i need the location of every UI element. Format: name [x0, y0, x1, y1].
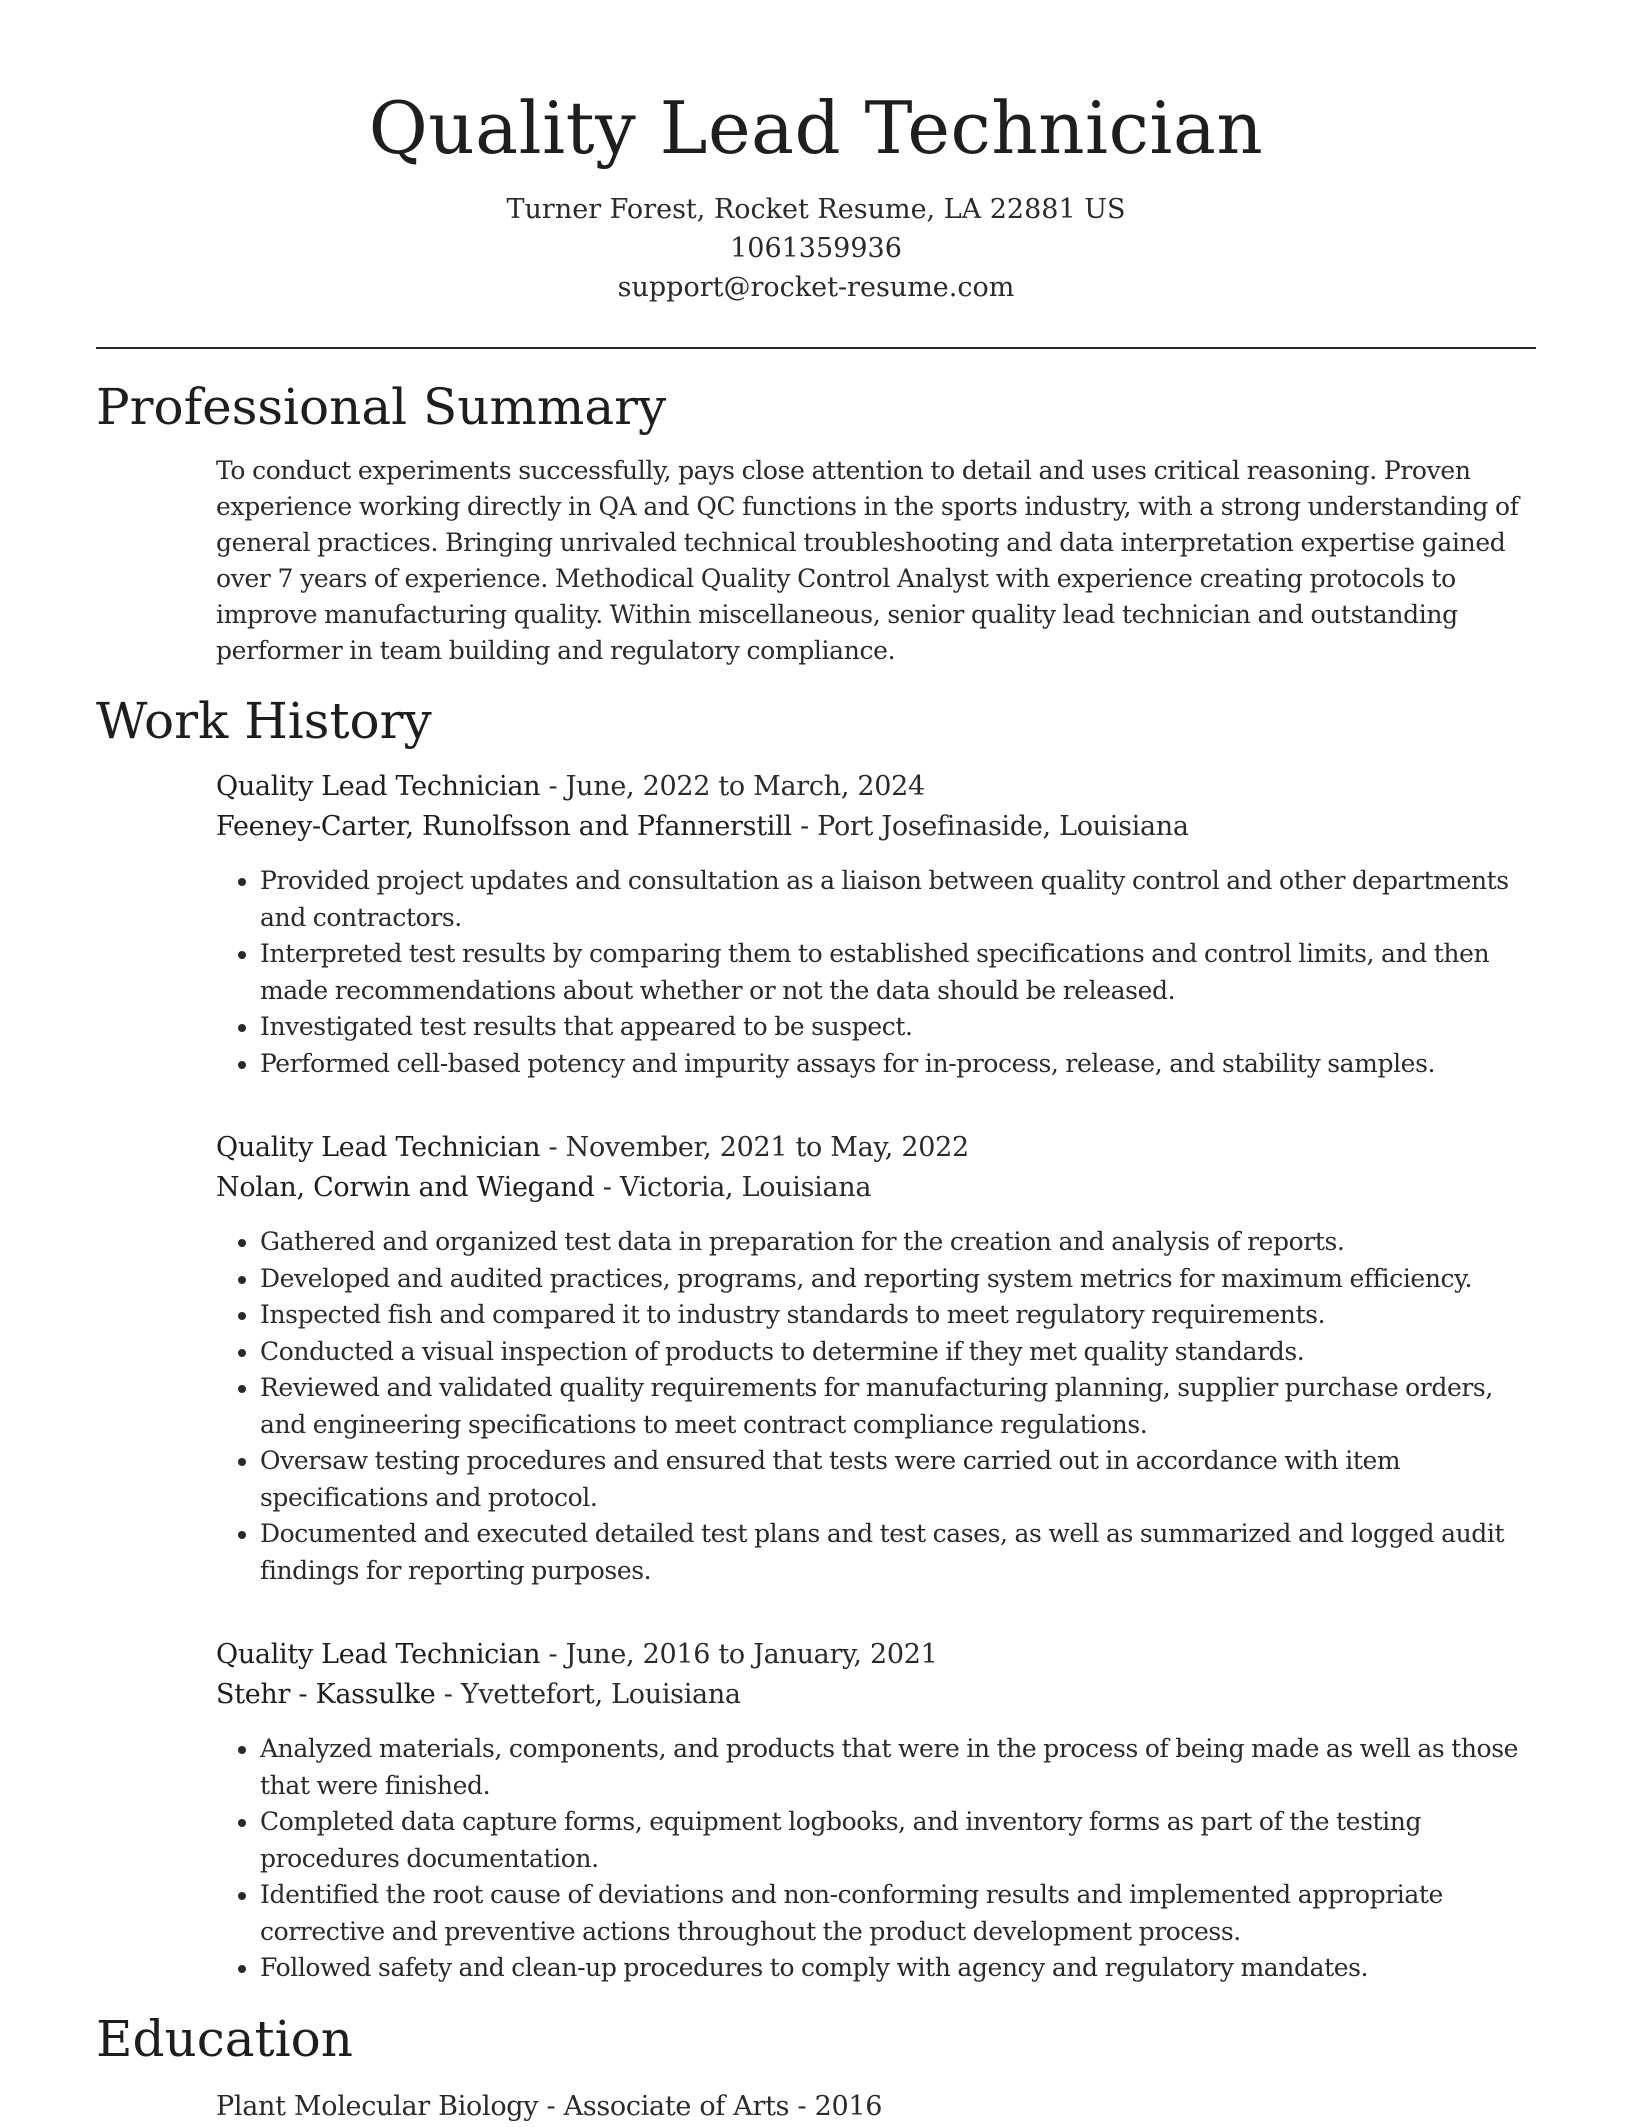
job-entry [216, 1635, 1536, 1987]
job-bullet: • Oversaw testing procedures and ensured that tests were carried out in accordance with item specifications and protocol. [260, 1443, 1536, 1516]
job-bullets [216, 1224, 1536, 1589]
job-bullet: • Conducted a visual inspection of products to determine if they met quality standards. [260, 1334, 1536, 1371]
job-location: Yvettefort, Louisiana [460, 1679, 741, 1710]
job-bullet: • Gathered and organized test data in preparation for the creation and analysis of reports. [260, 1224, 1536, 1261]
job-role: Quality Lead Technician [216, 1639, 541, 1670]
job-role-line: Quality Lead Technician - November, 2021 to May, 2022 [216, 1132, 969, 1163]
contact-block [96, 190, 1536, 307]
education-heading: Education [96, 2009, 353, 2068]
candidate-title: Quality Lead Technician [368, 86, 1264, 170]
job-bullet: • Reviewed and validated quality requirements for manufacturing planning, supplier purchase orders, and engineering specifications to meet contract compliance regulations. [260, 1370, 1536, 1443]
education-degree: Associate of Arts [563, 2090, 790, 2122]
summary-heading: Professional Summary [96, 378, 667, 436]
job-bullet: • Provided project updates and consultation as a liaison between quality control and other departments and contractors. [260, 863, 1536, 936]
job-company: Feeney-Carter, Runolfsson and Pfannerstill [216, 811, 792, 842]
work-history-list [216, 767, 1536, 1987]
job-dates: June, 2022 to March, 2024 [565, 771, 925, 802]
job-role: Quality Lead Technician [216, 1132, 541, 1163]
job-dates: June, 2016 to January, 2021 [565, 1639, 938, 1670]
job-bullet: • Developed and audited practices, programs, and reporting system metrics for maximum efficiency. [260, 1261, 1536, 1298]
job-bullet: • Identified the root cause of deviations and non-conforming results and implemented appropriate corrective and preventive actions throughout the product development process. [260, 1877, 1536, 1950]
job-bullet: • Followed safety and clean-up procedures to comply with agency and regulatory mandates. [260, 1950, 1536, 1987]
contact-address: Turner Forest, Rocket Resume, LA 22881 US [506, 194, 1126, 225]
job-entry [216, 1128, 1536, 1589]
job-role-line: Quality Lead Technician - June, 2016 to January, 2021 [216, 1639, 938, 1670]
job-company-line: Nolan, Corwin and Wiegand - Victoria, Louisiana [216, 1172, 872, 1203]
job-bullet: • Inspected fish and compared it to industry standards to meet regulatory requirements. [260, 1297, 1536, 1334]
job-entry [216, 767, 1536, 1082]
job-dates: November, 2021 to May, 2022 [565, 1132, 969, 1163]
job-bullet: • Documented and executed detailed test plans and test cases, as well as summarized and logged audit findings for reporting purposes. [260, 1516, 1536, 1589]
contact-phone: 1061359936 [730, 233, 902, 264]
education-field: Plant Molecular Biology [216, 2090, 539, 2122]
job-location: Port Josefinaside, Louisiana [817, 811, 1189, 842]
job-company-line: Feeney-Carter, Runolfsson and Pfannerstill - Port Josefinaside, Louisiana [216, 811, 1189, 842]
job-company: Nolan, Corwin and Wiegand [216, 1172, 595, 1203]
contact-email: support@rocket-resume.com [617, 272, 1015, 303]
header-divider [96, 347, 1536, 349]
job-bullets [216, 1731, 1536, 1987]
job-company: Stehr - Kassulke [216, 1679, 436, 1710]
job-location: Victoria, Louisiana [619, 1172, 872, 1203]
job-bullet: • Analyzed materials, components, and products that were in the process of being made as well as those that were finished. [260, 1731, 1536, 1804]
job-company-line: Stehr - Kassulke - Yvettefort, Louisiana [216, 1679, 741, 1710]
job-role: Quality Lead Technician [216, 771, 541, 802]
job-role-line: Quality Lead Technician - June, 2022 to March, 2024 [216, 771, 925, 802]
job-bullet: • Performed cell-based potency and impurity assays for in-process, release, and stability samples. [260, 1046, 1536, 1083]
job-bullets [216, 863, 1536, 1082]
resume-page [96, 0, 1536, 2127]
job-bullet: • Interpreted test results by comparing them to established specifications and control limits, and then made recommendations about whether or not the data should be released. [260, 936, 1536, 1009]
summary-text: To conduct experiments successfully, pays close attention to detail and uses critical reasoning. Proven experience working directly in QA and QC functions in the sports industry, with a strong understanding of general practices. Bringing unrivaled technical troubleshooting and data interpretation expertise gained over 7 years of experience. Methodical Quality Control Analyst with experience creating protocols to improve manufacturing quality. Within miscellaneous, senior quality lead technician and outstanding performer in team building and regulatory compliance. [216, 456, 1519, 665]
education-entry: Plant Molecular Biology - Associate of Arts - 2016 [216, 2090, 883, 2122]
job-bullet: • Investigated test results that appeared to be suspect. [260, 1009, 1536, 1046]
job-bullet: • Completed data capture forms, equipment logbooks, and inventory forms as part of the testing procedures documentation. [260, 1804, 1536, 1877]
work-history-heading: Work History [96, 692, 432, 750]
education-year: 2016 [814, 2090, 883, 2122]
resume-header [96, 0, 1536, 307]
